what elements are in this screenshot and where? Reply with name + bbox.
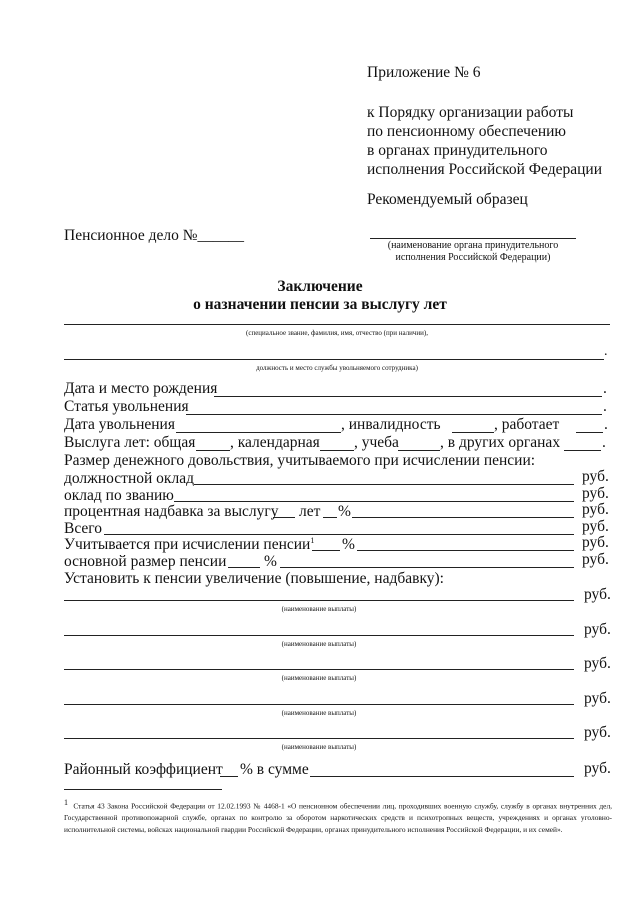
org-caption-1: (наименование органа принудительного [387,240,559,251]
footnote-marker: 1 [64,798,68,807]
position-caption: должность и место службы увольняемого сотрудника) [256,364,418,372]
bonus-currency: руб. [582,501,609,518]
bonus-years-field[interactable] [273,517,295,518]
seniority-calendar-field[interactable] [320,450,354,451]
payment-caption-1: (наименование выплаты) [281,605,357,613]
rank-salary-field[interactable] [174,501,574,502]
disability-field[interactable] [452,432,494,433]
payment-caption-5: (наименование выплаты) [281,743,357,751]
dismissal-date-field[interactable] [176,432,341,433]
document-title: Заключение [277,278,363,295]
document-subtitle: о назначении пенсии за выслугу лет [193,296,447,313]
counted-amount-field[interactable] [357,550,574,551]
birth-period: . [603,380,607,397]
order-line-3: в органах принудительного [367,142,548,159]
payment-caption-2: (наименование выплаты) [281,640,357,648]
bonus-amount-field[interactable] [352,517,574,518]
rank-salary-currency: руб. [582,485,609,502]
position-period: . [604,344,608,359]
counted-currency: руб. [582,534,609,551]
total-label: Всего [64,520,103,537]
seniority-label: Выслуга лет: общая [64,434,196,451]
seniority-study-field[interactable] [398,450,440,451]
increase-heading: Установить к пенсии увеличение (повышение, надбавку): [64,570,444,587]
payment-currency-3: руб. [584,655,611,672]
footnote-divider [64,789,222,790]
dismissal-date-label: Дата увольнения [64,416,175,433]
order-line-2: по пенсионному обеспечению [367,123,567,140]
payment-field-4[interactable] [64,704,574,705]
disability-label: , инвалидность [341,416,441,433]
total-currency: руб. [582,518,609,535]
payment-currency-1: руб. [584,586,611,603]
bonus-percent-field[interactable] [323,517,337,518]
counted-label: Учитывается при исчислении пенсии$^1$ [64,536,315,554]
base-currency: руб. [582,551,609,568]
calendar-label: , календарная [230,434,320,451]
footnote-ref: 1 [310,536,315,545]
seniority-total-field[interactable] [196,450,230,451]
payment-currency-2: руб. [584,621,611,638]
district-sum-field[interactable] [310,776,574,777]
works-period: . [604,416,608,433]
works-label: , работает [494,416,560,433]
study-label: , учеба [354,434,399,451]
position-field[interactable] [64,359,604,360]
footnote [64,797,612,836]
birth-label: Дата и место рождения [64,380,218,397]
payment-field-1[interactable] [64,600,574,601]
payment-field-2[interactable] [64,635,574,636]
org-name-field[interactable] [370,238,576,239]
bonus-years-label: лет [299,503,321,520]
payment-caption-4: (наименование выплаты) [281,709,357,717]
order-line-1: к Порядку организации работы [367,104,574,121]
birth-field[interactable] [214,396,602,397]
salary-currency: руб. [582,468,609,485]
base-amount-field[interactable] [280,567,574,568]
pension-case-number: Пенсионное дело №______ [64,227,244,244]
payment-currency-5: руб. [584,724,611,741]
article-field[interactable] [186,414,602,415]
article-label: Статья увольнения [64,398,189,415]
footnote-text: Статья 43 Закона Российской Федерации от 12.02.1993 № 4468-1 «О пенсионном обеспечении лиц, проходивших военную службу, службу в органах внутренних дел, Государственной противопожарной службе, органах по контролю за оборотом наркотических средств и психотропных веществ, учреждениях и органах уголовно-исполнительной системы, войсках национальной гвардии Российской Федерации, органах принудительного исполнения Российской Федерации, и их семей». [64,801,612,835]
seniority-other-field[interactable] [564,450,601,451]
salary-field[interactable] [194,484,574,485]
total-field[interactable] [104,534,574,535]
allowance-heading: Размер денежного довольствия, учитываемого при исчислении пенсии: [64,452,536,469]
counted-percent-field[interactable] [312,550,340,551]
district-sum-label: % в сумме [240,761,309,778]
other-bodies-label: , в других органах [440,434,561,451]
district-currency: руб. [584,760,611,777]
name-field[interactable] [64,324,610,325]
appendix-number: Приложение № 6 [367,64,481,81]
district-coef-label: Районный коэффициент [64,761,223,778]
base-percent-sign: % [264,553,277,570]
payment-currency-4: руб. [584,690,611,707]
works-field[interactable] [576,432,603,433]
seniority-period: . [602,434,606,451]
recommended-sample: Рекомендуемый образец [367,191,528,208]
bonus-percent-sign: % [338,503,351,520]
org-caption-2: исполнения Российской Федерации) [395,252,551,263]
salary-label: должностной оклад [64,470,194,487]
payment-field-3[interactable] [64,669,574,670]
counted-percent-sign: % [342,536,355,553]
name-caption: (специальное звание, фамилия, имя, отчество (при наличии), [246,329,428,337]
base-percent-field[interactable] [228,567,260,568]
rank-salary-label: оклад по званию [64,487,174,504]
article-period: . [603,398,607,415]
order-line-4: исполнения Российской Федерации [367,161,602,178]
payment-caption-3: (наименование выплаты) [281,674,357,682]
payment-field-5[interactable] [64,738,574,739]
base-pension-label: основной размер пенсии [64,553,227,570]
bonus-label: процентная надбавка за выслугу [64,503,279,520]
district-coef-field[interactable] [220,776,238,777]
